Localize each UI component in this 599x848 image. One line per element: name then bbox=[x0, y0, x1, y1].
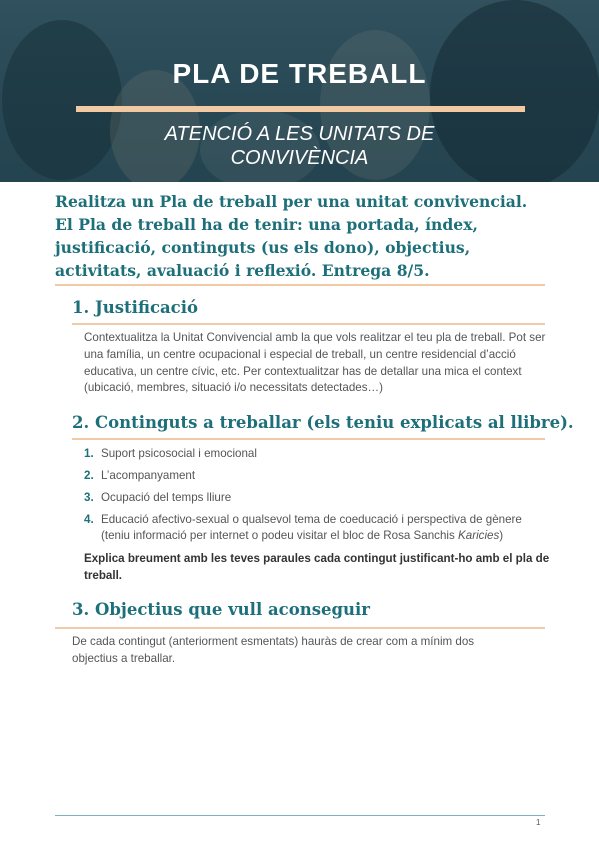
list-number: 3. bbox=[84, 491, 94, 504]
section-title-objectius: 3. Objectius que vull aconseguir bbox=[72, 600, 370, 619]
continguts-list bbox=[84, 446, 554, 544]
footer-divider bbox=[55, 815, 545, 816]
list-item-text: Suport psicosocial i emocional bbox=[101, 447, 257, 460]
section-underline bbox=[55, 627, 545, 629]
section-title-justificacio: 1. Justificació bbox=[72, 298, 199, 317]
list-item-text: Educació afectivo-sexual o qualsevol tema de coeducació i perspectiva de gènere (teniu informació per internet o podeu visitar el bloc de Rosa Sanchis bbox=[101, 513, 522, 542]
subtitle-line-1: ATENCIÓ A LES UNITATS DE bbox=[164, 123, 435, 145]
list-number: 4. bbox=[84, 513, 94, 526]
blog-name: Karicies bbox=[458, 529, 500, 542]
section-title-continguts: 2. Continguts a treballar (els teniu explicats al llibre). bbox=[72, 413, 574, 432]
intro-instructions: Realitza un Pla de treball per una unitat convivencial. El Pla de treball ha de tenir: una portada, índex, justificació, continguts (us els dono), objectius, activitats, avaluació i reflexió. Entrega 8/5. bbox=[55, 192, 528, 280]
continguts-note: Explica breument amb les teves paraules cada contingut justificant-ho amb el pla de treball. bbox=[84, 552, 550, 582]
section-underline bbox=[72, 323, 545, 325]
list-item bbox=[84, 468, 554, 484]
subtitle-line-2: CONVIVÈNCIA bbox=[230, 147, 369, 169]
list-item bbox=[84, 512, 554, 544]
section-underline bbox=[72, 438, 545, 440]
list-number: 2. bbox=[84, 469, 94, 482]
page-number: 1 bbox=[536, 818, 541, 827]
list-item bbox=[84, 446, 554, 462]
list-item bbox=[84, 490, 554, 506]
header-banner bbox=[0, 0, 599, 182]
list-number: 1. bbox=[84, 447, 94, 460]
list-item-text: Ocupació del temps lliure bbox=[101, 491, 232, 504]
title-divider bbox=[76, 106, 525, 112]
section-divider bbox=[55, 284, 545, 286]
document-title: PLA DE TREBALL bbox=[172, 58, 427, 89]
list-item-tail: ) bbox=[499, 529, 504, 542]
list-item-text: L’acompanyament bbox=[101, 469, 196, 482]
justificacio-text: Contextualitza la Unitat Convivencial amb la que vols realitzar el teu pla de treball. Pot ser una família, un centre ocupacional i especial de treball, un centre residencial d’acció educativa, un centre cívic, etc. Per contextualitzar has de detallar una mica el context (ubicació, membres, situació i/o necessitats detectades…) bbox=[84, 331, 546, 395]
document-subtitle bbox=[0, 122, 599, 170]
objectius-text: De cada contingut (anteriorment esmentats) hauràs de crear com a mínim dos objectius a treballar. bbox=[72, 635, 475, 665]
